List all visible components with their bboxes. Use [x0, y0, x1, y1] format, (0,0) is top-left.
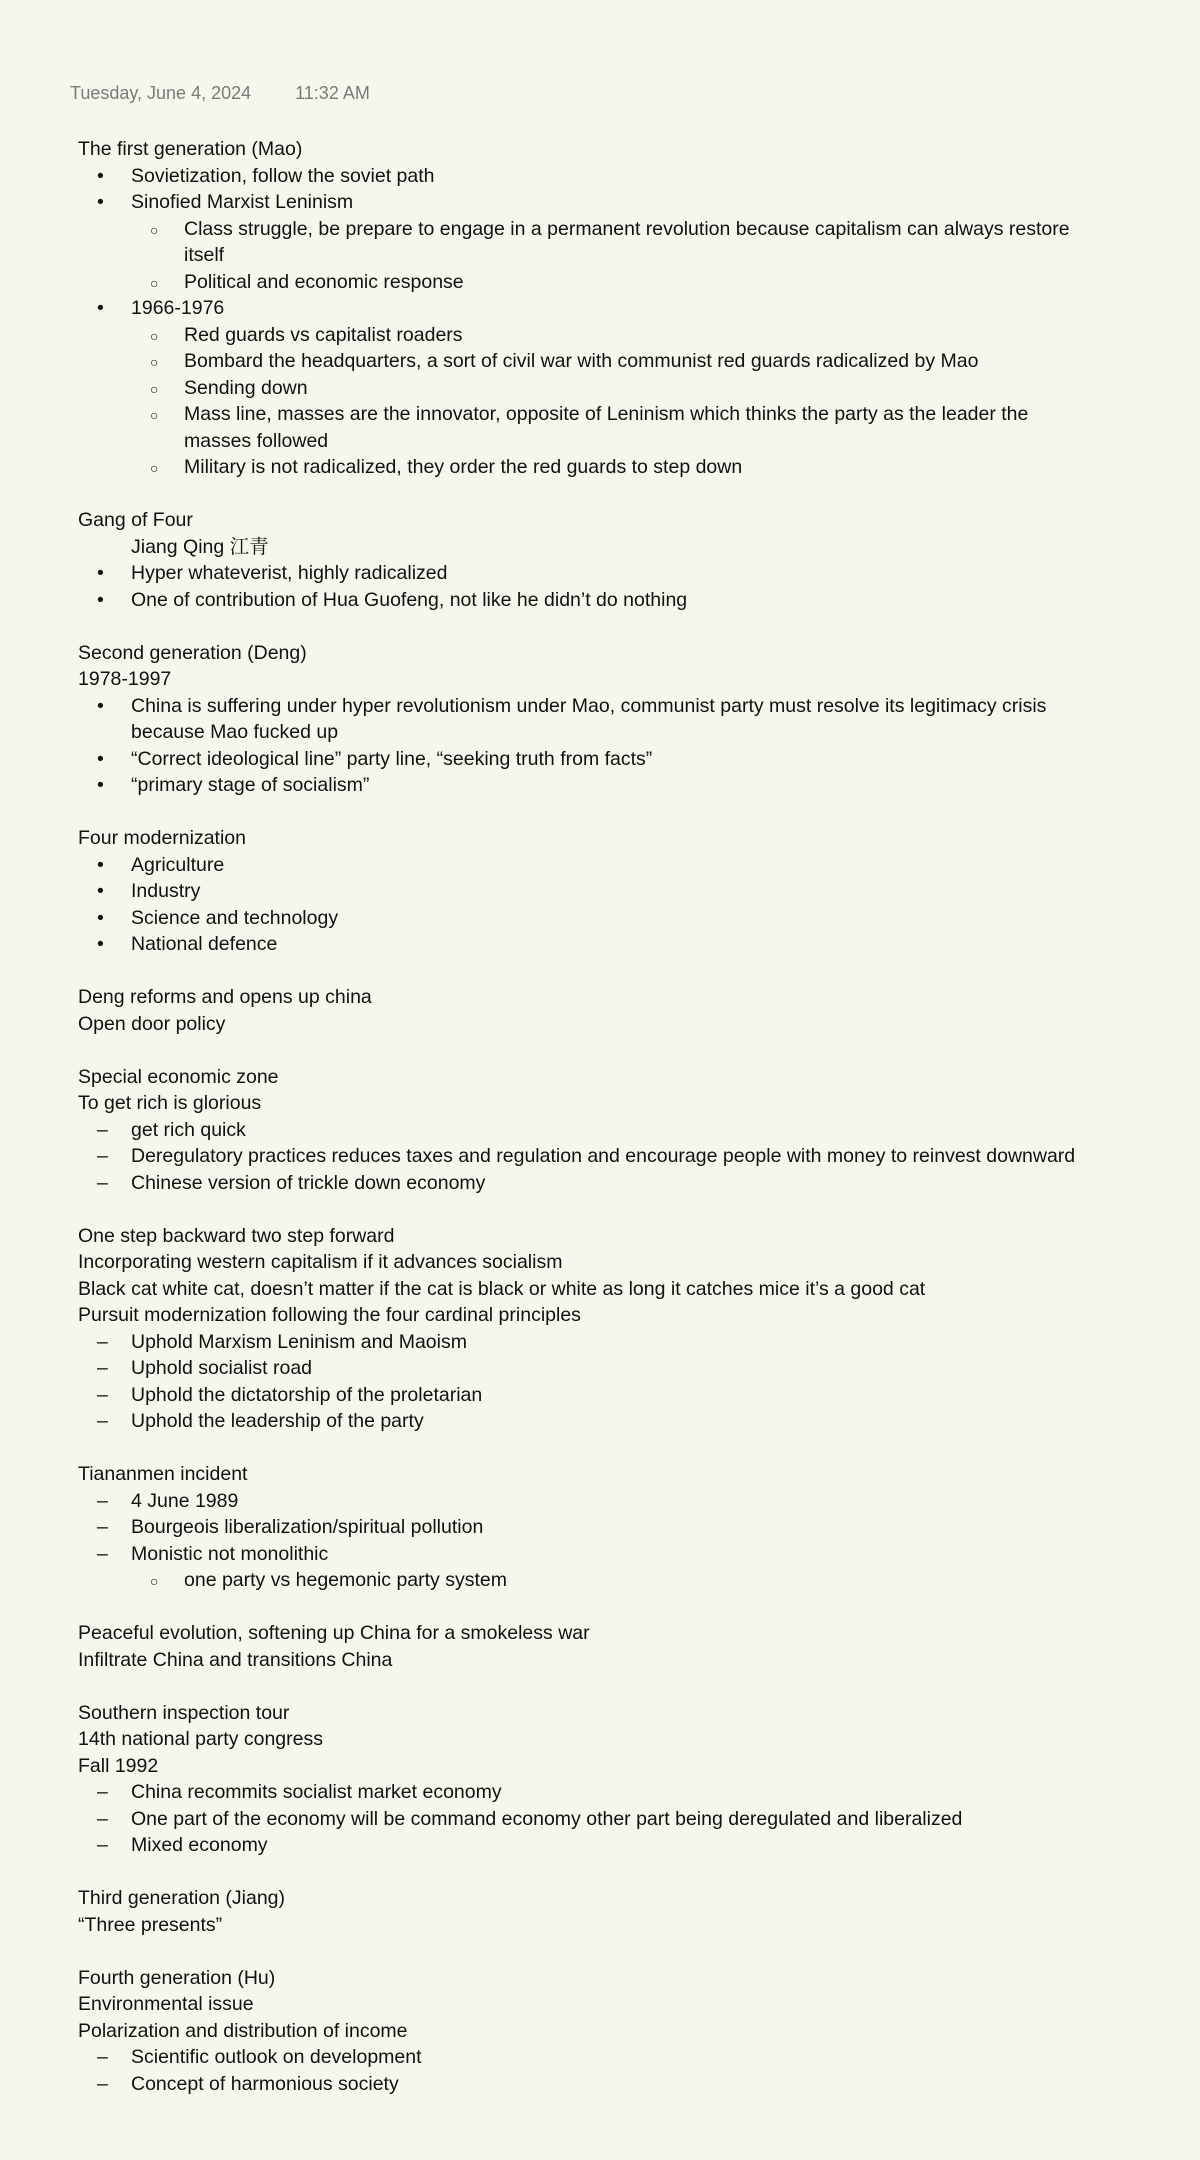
dash-icon	[97, 1541, 117, 1568]
list-item: ○ one party vs hegemonic party system	[78, 1567, 1078, 1594]
bullet-icon	[97, 163, 117, 190]
spacer	[78, 1435, 1078, 1462]
text-line: Fall 1992	[78, 1754, 159, 1777]
list-item: • One of contribution of Hua Guofeng, not like he didn’t do nothing	[78, 587, 1078, 614]
dash-icon	[97, 1329, 117, 1356]
bullet-icon	[97, 560, 117, 587]
bullet-icon	[97, 693, 117, 720]
southern-list	[78, 1779, 1078, 1859]
four-modernization-list	[78, 852, 1078, 958]
text-line: Southern inspection tour	[78, 1701, 290, 1724]
list-item: • China is suffering under hyper revolutionism under Mao, communist party must resolve its legitimacy crisis because Mao fucked up	[78, 693, 1078, 746]
text-line: Deng reforms and opens up china	[78, 986, 372, 1008]
list-item: ○ Sending down	[78, 375, 1078, 402]
cardinal-principles-list	[78, 1329, 1078, 1435]
deng-list	[78, 693, 1078, 799]
list-item: • 1966-1976	[78, 295, 1078, 322]
list-item: • Agriculture	[78, 852, 1078, 879]
text-line: Environmental issue	[78, 1993, 254, 2015]
tiananmen-list	[78, 1488, 1078, 1594]
spacer	[78, 1859, 1078, 1886]
list-item: – Bourgeois liberalization/spiritual pollution	[78, 1514, 1078, 1541]
bullet-icon	[97, 189, 117, 216]
spacer	[78, 799, 1078, 826]
note-body[interactable]	[78, 136, 1078, 2097]
list-item: • Science and technology	[78, 905, 1078, 932]
list-item: – Uphold socialist road	[78, 1355, 1078, 1382]
list-item: ○ Military is not radicalized, they order the red guards to step down	[78, 454, 1078, 481]
bullet-icon	[97, 746, 117, 773]
dash-icon	[97, 1143, 117, 1170]
section-heading-gang-of-four: Gang of Four	[78, 509, 193, 531]
section-heading-mao: The first generation (Mao)	[78, 138, 303, 160]
gang-list	[78, 560, 1078, 613]
mao-list	[78, 163, 1078, 481]
circle-bullet-icon	[150, 454, 170, 482]
list-item: – Scientific outlook on development	[78, 2044, 1078, 2071]
circle-bullet-icon	[150, 401, 170, 429]
spacer	[78, 1594, 1078, 1621]
spacer	[78, 481, 1078, 508]
list-item: • “primary stage of socialism”	[78, 772, 1078, 799]
list-item: • “Correct ideological line” party line, “seeking truth from facts”	[78, 746, 1078, 773]
text-line: Peaceful evolution, softening up China for a smokeless war	[78, 1622, 590, 1644]
section-heading-four-modernization: Four modernization	[78, 827, 246, 849]
list-item: – Concept of harmonious society	[78, 2071, 1078, 2098]
list-item: – Uphold the dictatorship of the proletarian	[78, 1382, 1078, 1409]
text-line: Open door policy	[78, 1012, 226, 1035]
list-item: ○ Class struggle, be prepare to engage in a permanent revolution because capitalism can always restore itself	[78, 216, 1078, 269]
spacer	[78, 1673, 1078, 1700]
list-item: • Sovietization, follow the soviet path	[78, 163, 1078, 190]
bullet-icon	[97, 905, 117, 932]
section-heading-deng: Second generation (Deng)	[78, 641, 307, 664]
list-item: – 4 June 1989	[78, 1488, 1078, 1515]
dash-icon	[97, 1832, 117, 1859]
text-line: 14th national party congress	[78, 1728, 323, 1750]
spacer	[78, 1196, 1078, 1223]
gang-subline: Jiang Qing 江青	[131, 535, 269, 558]
text-line: Incorporating western capitalism if it advances socialism	[78, 1251, 563, 1273]
text-line: Special economic zone	[78, 1065, 279, 1088]
spacer	[78, 613, 1078, 640]
text-line: Infiltrate China and transitions China	[78, 1648, 393, 1671]
list-item: – Uphold the leadership of the party	[78, 1408, 1078, 1435]
bullet-icon	[97, 878, 117, 905]
section-heading-jiang: Third generation (Jiang)	[78, 1887, 286, 1909]
text-line: Pursuit modernization following the four cardinal principles	[78, 1304, 581, 1326]
section-heading-hu: Fourth generation (Hu)	[78, 1966, 276, 1989]
note-time: 11:32 AM	[295, 83, 370, 103]
dash-icon	[97, 1408, 117, 1435]
bullet-icon	[97, 931, 117, 958]
list-item: • Industry	[78, 878, 1078, 905]
text-line: To get rich is glorious	[78, 1092, 262, 1114]
list-item: – Uphold Marxism Leninism and Maoism	[78, 1329, 1078, 1356]
dash-icon	[97, 2071, 117, 2098]
bullet-icon	[97, 295, 117, 322]
section-heading-tiananmen: Tiananmen incident	[78, 1463, 248, 1485]
list-item: – Chinese version of trickle down economy	[78, 1170, 1078, 1197]
text-line: Polarization and distribution of income	[78, 2019, 408, 2042]
deng-years: 1978-1997	[78, 668, 172, 690]
list-item: – One part of the economy will be command economy other part being deregulated and liberalized	[78, 1806, 1078, 1833]
list-item: – Monistic not monolithic	[78, 1541, 1078, 1568]
text-line: Black cat white cat, doesn’t matter if the cat is black or white as long it catches mice it’s a good cat	[78, 1277, 926, 1300]
bullet-icon	[97, 772, 117, 799]
list-item: – Mixed economy	[78, 1832, 1078, 1859]
dash-icon	[97, 1170, 117, 1197]
dash-icon	[97, 1488, 117, 1515]
text-line: One step backward two step forward	[78, 1224, 395, 1247]
note-header	[70, 81, 370, 105]
list-item: ○ Red guards vs capitalist roaders	[78, 322, 1078, 349]
dash-icon	[97, 1779, 117, 1806]
list-item: • Sinofied Marxist Leninism	[78, 189, 1078, 216]
bullet-icon	[97, 852, 117, 879]
sez-list	[78, 1117, 1078, 1197]
dash-icon	[97, 2044, 117, 2071]
circle-bullet-icon	[150, 1567, 170, 1595]
circle-bullet-icon	[150, 348, 170, 376]
list-item: ○ Mass line, masses are the innovator, opposite of Leninism which thinks the party as the leader the masses followed	[78, 401, 1078, 454]
dash-icon	[97, 1355, 117, 1382]
note-date: Tuesday, June 4, 2024	[70, 83, 252, 103]
circle-bullet-icon	[150, 322, 170, 350]
bullet-icon	[97, 587, 117, 614]
circle-bullet-icon	[150, 269, 170, 297]
list-item: • National defence	[78, 931, 1078, 958]
list-item: – China recommits socialist market economy	[78, 1779, 1078, 1806]
spacer	[78, 958, 1078, 985]
text-line: “Three presents”	[78, 1913, 223, 1936]
list-item: – get rich quick	[78, 1117, 1078, 1144]
dash-icon	[97, 1806, 117, 1833]
list-item: – Deregulatory practices reduces taxes and regulation and encourage people with money to reinvest downward	[78, 1143, 1078, 1170]
list-item: ○ Bombard the headquarters, a sort of civil war with communist red guards radicalized by Mao	[78, 348, 1078, 375]
circle-bullet-icon	[150, 216, 170, 244]
dash-icon	[97, 1382, 117, 1409]
spacer	[78, 1938, 1078, 1965]
hu-list	[78, 2044, 1078, 2097]
circle-bullet-icon	[150, 375, 170, 403]
spacer	[78, 1037, 1078, 1064]
list-item: ○ Political and economic response	[78, 269, 1078, 296]
dash-icon	[97, 1514, 117, 1541]
dash-icon	[97, 1117, 117, 1144]
list-item: • Hyper whateverist, highly radicalized	[78, 560, 1078, 587]
